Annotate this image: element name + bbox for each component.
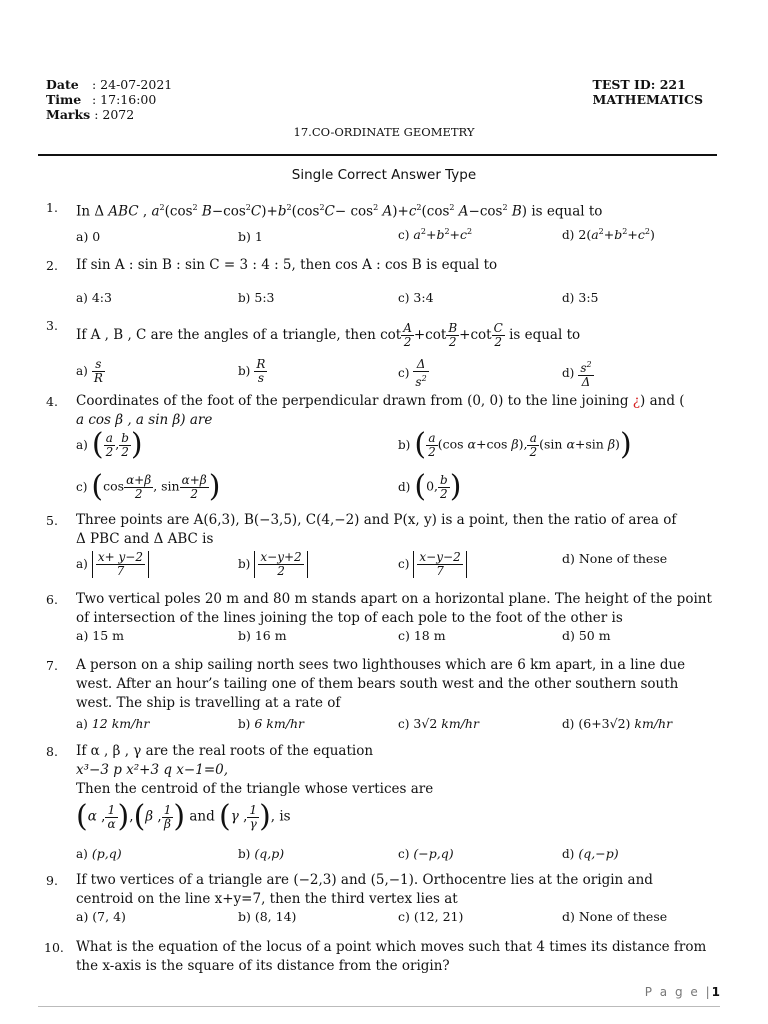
option-a[interactable]: a) $\frac{x+ y-2}{7}$: [76, 551, 149, 578]
question-text: Two vertical poles 20 m and 80 m stands apart on a horizontal plane. The height of the point of intersection of the lines joining the top of each pole to the foot of the other is: [76, 591, 712, 626]
option-b[interactable]: b) (8, 14): [238, 909, 297, 924]
option-c[interactable]: c) (12, 21): [398, 909, 464, 924]
question-number: 9.: [46, 873, 58, 888]
vertices-expression: (α , $\frac{1}{\alpha}$ ),(β , $\frac{1}{\beta}$ ) and (γ , $\frac{1}{\gamma}$ ), is: [76, 799, 291, 834]
marks-value: : 2072: [94, 107, 135, 122]
option-b[interactable]: b) $\frac{R}{s}$: [238, 357, 266, 385]
time-value: : 17:16:00: [91, 92, 157, 107]
subject-name: MATHEMATICS: [592, 92, 703, 107]
option-d[interactable]: d) 3:5: [562, 290, 599, 305]
test-header-right: [593, 77, 703, 107]
option-c[interactable]: c) (cos $\frac{\alpha+\beta}{2}$ , sin $\frac{\alpha+\beta}{2}$ ): [76, 469, 221, 504]
date-value: : 24-07-2021: [91, 77, 173, 92]
option-d[interactable]: d) (6+3√2) km/hr: [562, 716, 673, 731]
option-b[interactable]: b) ( $\frac{a}{2}$ (cos α+cos β), $\frac{a}{2}$ (sin α+sin β)): [398, 427, 632, 462]
option-c[interactable]: c) 3√2 km/hr: [398, 716, 479, 731]
question-text: If A , B , C are the angles of a triangle, then cot $\frac{A}{2}$ +cot $\frac{B}{2}$ +cot $\frac{C}{2}$ is equal to: [76, 321, 581, 349]
option-c[interactable]: c) $a^2+b^2+c^2$: [398, 227, 473, 243]
question-text: If two vertices of a triangle are (−2,3) and (5,−1). Orthocentre lies at the origin and centroid on the line x+y=7, then the third vertex lies at: [76, 872, 653, 907]
page-footer: [645, 985, 720, 999]
chapter-title: 17.CO-ORDINATE GEOMETRY: [293, 125, 475, 139]
option-d[interactable]: d) (0, $\frac{b}{2}$ ): [398, 469, 462, 504]
option-a[interactable]: a) 0: [76, 229, 101, 244]
question-text: A person on a ship sailing north sees two lighthouses which are 6 km apart, in a line due west. After an hour’s tailing one of them bears south west and the other southern south west. The ship is travelling at a rate of: [76, 657, 686, 711]
marks-label: Marks: [46, 107, 91, 122]
option-d[interactable]: d) $2(a^2+b^2+c^2)$: [562, 227, 655, 243]
option-b[interactable]: b) 5:3: [238, 290, 275, 305]
option-d[interactable]: d) (q,−p): [562, 846, 619, 861]
question-text: If α , β , γ are the real roots of the equation x³−3 p x²+3 q x−1=0, Then the centroid of the triangle whose vertices are: [76, 743, 434, 797]
option-c[interactable]: c) 3:4: [398, 290, 434, 305]
date-label: Date: [46, 77, 79, 92]
option-a[interactable]: a) (7, 4): [76, 909, 126, 924]
question-text: Three points are A(6,3), B(−3,5), C(4,−2) and P(x, y) is a point, then the ratio of area of Δ PBC and Δ ABC is: [76, 512, 677, 547]
page-label: P a g e |: [644, 985, 712, 999]
test-id: TEST ID: 221: [592, 77, 686, 92]
question-number: 5.: [46, 513, 58, 528]
option-a[interactable]: a) 12 km/hr: [76, 716, 150, 731]
option-b[interactable]: b) 1: [238, 229, 263, 244]
time-label: Time: [46, 92, 82, 107]
question-text: Coordinates of the foot of the perpendicular drawn from (0, 0) to the line joining ¿) and ( a cos β , a sin β) are: [76, 393, 685, 428]
option-d[interactable]: d) None of these: [562, 551, 668, 566]
page-number: 1: [711, 985, 720, 999]
option-b[interactable]: b) (q,p): [238, 846, 285, 861]
question-text: If sin A : sin B : sin C = 3 : 4 : 5, then cos A : cos B is equal to: [76, 257, 498, 273]
option-c[interactable]: c) $\frac{\Delta}{s^2}$: [398, 357, 427, 389]
option-a[interactable]: a) ( $\frac{a}{2}$ , $\frac{b}{2}$ ): [76, 427, 143, 462]
option-b[interactable]: b) $\frac{x-y+2}{2}$: [238, 551, 308, 578]
test-header-left: [46, 77, 172, 122]
option-a[interactable]: a) $\frac{s}{R}$: [76, 357, 103, 385]
question-text: In Δ ABC , $a^2(\cos^2$ $B-\cos^2C)+b^2(\cos^2C- \cos^2 A)+c^2(\cos^2$ $A-\cos^2$ B) is equal to: [76, 203, 603, 220]
option-d[interactable]: d) None of these: [562, 909, 668, 924]
footer-divider: [38, 1006, 720, 1007]
missing-symbol: ¿: [632, 393, 641, 409]
option-a[interactable]: a) (p,q): [76, 846, 122, 861]
question-number: 6.: [46, 592, 58, 607]
option-c[interactable]: c) $\frac{x-y-2}{7}$: [398, 551, 467, 578]
option-b[interactable]: b) 16 m: [238, 628, 287, 643]
question-text: What is the equation of the locus of a point which moves such that 4 times its distance from the x-axis is the square of its distance from the origin?: [76, 939, 707, 974]
section-title: Single Correct Answer Type: [291, 167, 477, 183]
option-a[interactable]: a) 4:3: [76, 290, 112, 305]
question-number: 8.: [46, 744, 58, 759]
option-d[interactable]: d) 50 m: [562, 628, 611, 643]
question-text-end: is equal to: [531, 203, 603, 220]
question-number: 1.: [46, 200, 58, 215]
question-number: 3.: [46, 318, 58, 333]
option-a[interactable]: a) 15 m: [76, 628, 125, 643]
question-number: 4.: [46, 394, 58, 409]
question-number: 10.: [44, 940, 64, 955]
question-number: 2.: [46, 258, 58, 273]
question-number: 7.: [46, 658, 58, 673]
option-b[interactable]: b) 6 km/hr: [238, 716, 304, 731]
header-divider: [38, 154, 717, 156]
option-d[interactable]: d) $\frac{s^2}{\Delta}$: [562, 360, 592, 389]
option-c[interactable]: c) 18 m: [398, 628, 446, 643]
option-c[interactable]: c) (−p,q): [398, 846, 454, 861]
